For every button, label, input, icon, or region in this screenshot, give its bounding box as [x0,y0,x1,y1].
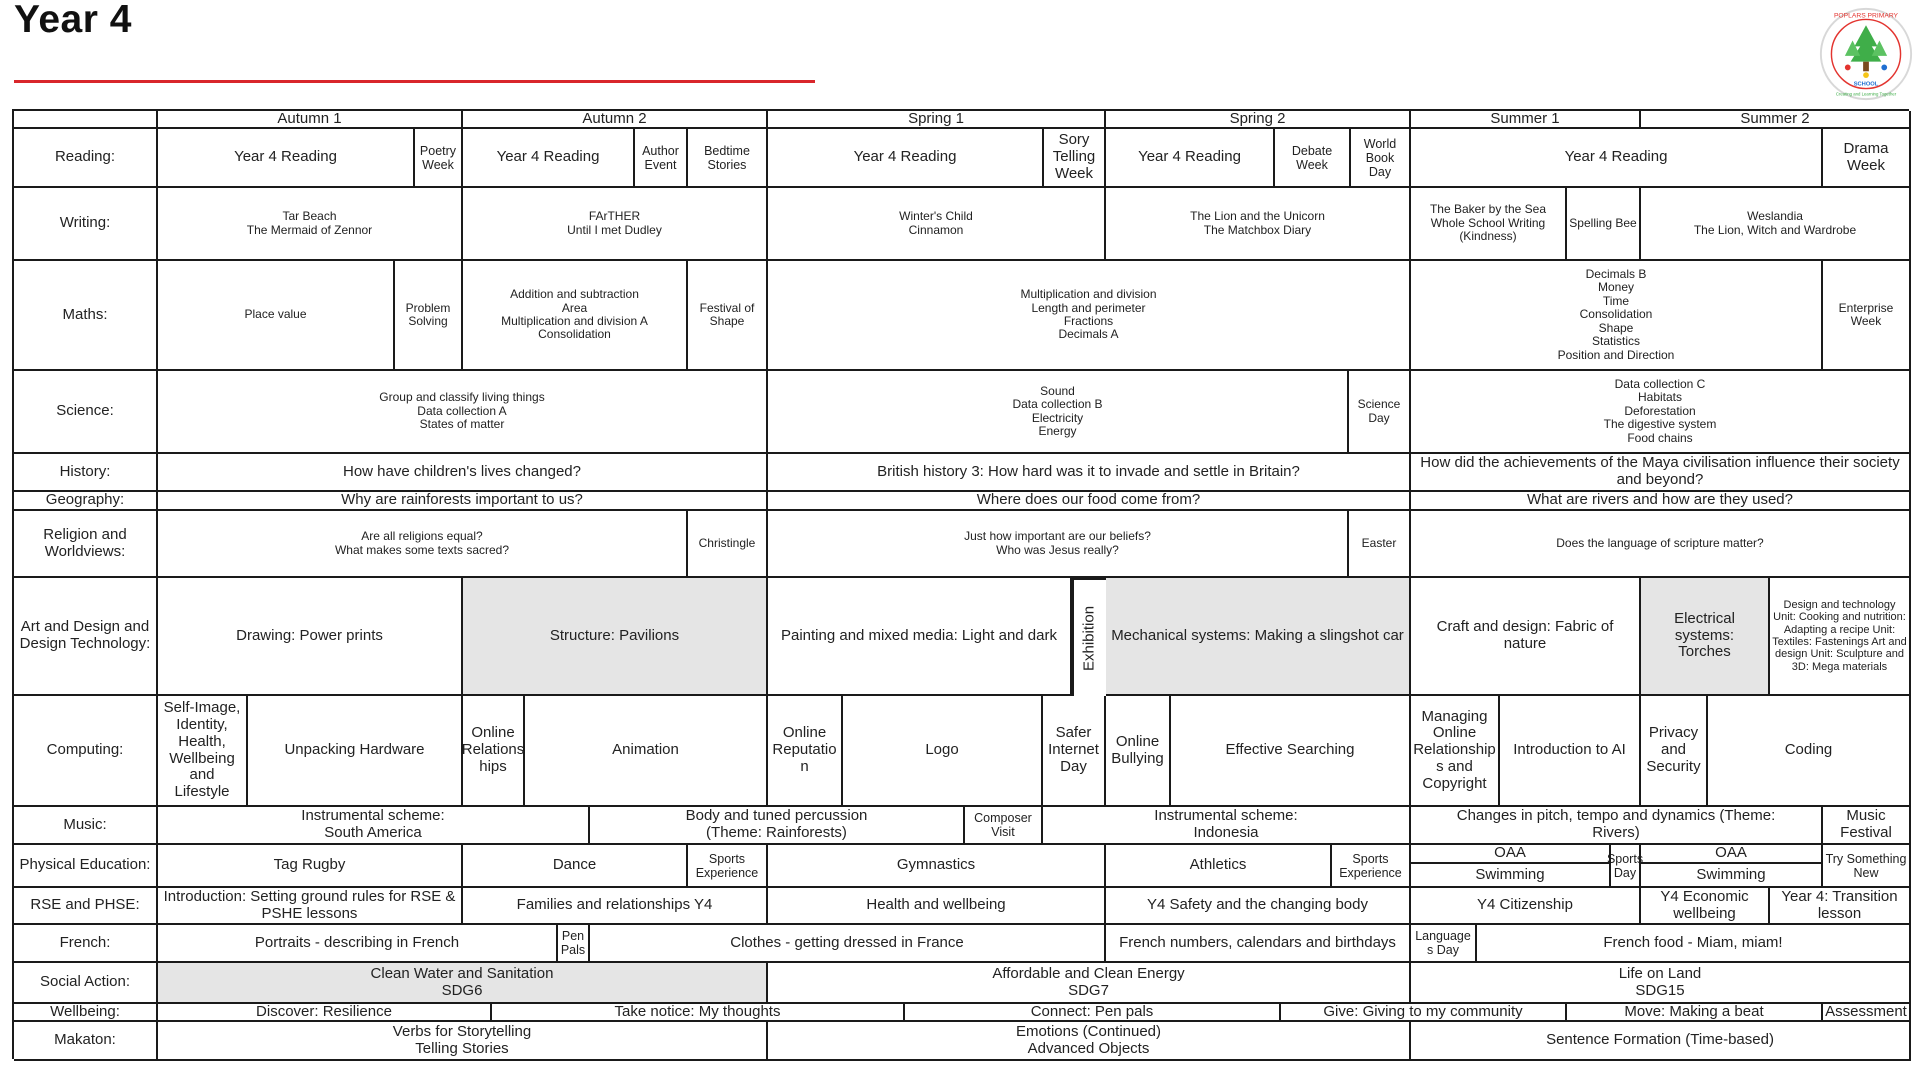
subject-history: History: [14,454,158,492]
wellbeing-cell-move-making-a-beat: Move: Making a beat [1567,1004,1823,1022]
makaton-cell-sentence-formation-time-based: Sentence Formation (Time-based) [1411,1022,1911,1061]
makaton-cell-verbs-for-storytelling-telling-stories: Verbs for Storytelling Telling Stories [158,1022,768,1061]
history-cell-british-history-3-how-hard-was-it-to-inv: British history 3: How hard was it to invade and settle in Britain? [768,454,1411,492]
social-cell-life-on-land-sdg15: Life on Land SDG15 [1411,963,1911,1004]
pe-cell-swimming-summer1: Swimming [1411,864,1611,888]
maths-cell-decimals-b-money-time-consolidation-shap: Decimals B Money Time Consolidation Shape Statistics Position and Direction [1411,261,1823,371]
reading-cell-sory-telling-week: Sory Telling Week [1044,129,1106,188]
science-cell-science-day: Science Day [1349,371,1411,454]
reading-cell-debate-week: Debate Week [1275,129,1351,188]
maths-cell-multiplication-and-division-length-and-p: Multiplication and division Length and perimeter Fractions Decimals A [768,261,1411,371]
music-cell-body-and-tuned-percussion-theme-rainfore: Body and tuned percussion (Theme: Rainforests) [590,807,965,845]
reading-cell-poetry-week: Poetry Week [415,129,463,188]
rse-cell-introduction-setting-ground-rules-for-rs: Introduction: Setting ground rules for RSE & PSHE lessons [158,888,463,925]
french-cell-language-s-day: Language s Day [1411,925,1477,963]
wellbeing-cell-take-notice-my-thoughts: Take notice: My thoughts [492,1004,905,1022]
rse-cell-y4-safety-and-the-changing-body: Y4 Safety and the changing body [1106,888,1411,925]
computing-cell-unpacking-hardware: Unpacking Hardware [248,696,463,807]
religion-cell-just-how-important-are-our-beliefs-who-w: Just how important are our beliefs? Who was Jesus really? [768,511,1349,578]
music-cell-music-festival: Music Festival [1823,807,1911,845]
term-summer-1: Summer 1 [1411,111,1641,129]
computing-cell-privacy-and-security: Privacy and Security [1641,696,1708,807]
writing-cell-the-lion-and-the-unicorn-the-matchbox-di: The Lion and the Unicorn The Matchbox Diary [1106,188,1411,261]
pe-cell-tag-rugby: Tag Rugby [158,845,463,888]
art-cell-design-and-technology-unit-cooking-and-n: Design and technology Unit: Cooking and nutrition: Adapting a recipe Unit: Textiles: Fastenings Art and design Unit: Sculpture and 3D: Mega materials [1770,578,1911,696]
subject-religion-and-worldviews: Religion and Worldviews: [14,511,158,578]
maths-cell-problem-solving: Problem Solving [395,261,463,371]
subject-makaton: Makaton: [14,1022,158,1061]
religion-cell-christingle: Christingle [688,511,768,578]
subject-geography: Geography: [14,492,158,511]
writing-cell-weslandia-the-lion-witch-and-wardrobe: Weslandia The Lion, Witch and Wardrobe [1641,188,1911,261]
pe-cell-dance: Dance [463,845,688,888]
social-cell-clean-water-and-sanitation-sdg6: Clean Water and Sanitation SDG6 [158,963,768,1004]
term-spring-1: Spring 1 [768,111,1106,129]
title-underline [14,80,815,83]
pe-cell-sports-experience: Sports Experience [1332,845,1411,888]
art-cell-painting-and-mixed-media-light-and-dark: Painting and mixed media: Light and dark [768,578,1072,696]
computing-cell-safer-internet-day: Safer Internet Day [1043,696,1106,807]
history-cell-how-did-the-achievements-of-the-maya-civ: How did the achievements of the Maya civilisation influence their society and beyond? [1411,454,1911,492]
curriculum-table [12,109,1909,1059]
geography-cell-what-are-rivers-and-how-are-they-used: What are rivers and how are they used? [1411,492,1911,511]
religion-cell-are-all-religions-equal-what-makes-some-: Are all religions equal? What makes some texts sacred? [158,511,688,578]
pe-cell-swimming-summer2: Swimming [1641,864,1823,888]
art-cell-craft-and-design-fabric-of-nature: Craft and design: Fabric of nature [1411,578,1641,696]
science-cell-data-collection-c-habitats-deforestation: Data collection C Habitats Deforestation The digestive system Food chains [1411,371,1911,454]
computing-cell-online-reputatio-n: Online Reputatio n [768,696,843,807]
writing-cell-tar-beach-the-mermaid-of-zennor: Tar Beach The Mermaid of Zennor [158,188,463,261]
geography-cell-why-are-rainforests-important-to-us: Why are rainforests important to us? [158,492,768,511]
rse-cell-y4-citizenship: Y4 Citizenship [1411,888,1641,925]
subject-music: Music: [14,807,158,845]
computing-cell-animation: Animation [525,696,768,807]
header-corner [14,111,158,129]
reading-cell-year-4-reading: Year 4 Reading [1411,129,1823,188]
history-cell-how-have-children-s-lives-changed: How have children's lives changed? [158,454,768,492]
writing-cell-spelling-bee: Spelling Bee [1567,188,1641,261]
art-cell-structure-pavilions: Structure: Pavilions [463,578,768,696]
logo-text-bottom: Creating and Learning Together [1835,91,1897,97]
pe-cell-athletics: Athletics [1106,845,1332,888]
school-logo [1818,6,1914,102]
computing-cell-online-relations-hips: Online Relations hips [463,696,525,807]
reading-cell-author-event: Author Event [635,129,688,188]
computing-cell-introduction-to-ai: Introduction to AI [1500,696,1641,807]
computing-cell-self-image-identity-health-wellbeing-and: Self-Image, Identity, Health, Wellbeing and Lifestyle [158,696,248,807]
writing-cell-the-baker-by-the-sea-whole-school-writin: The Baker by the Sea Whole School Writing (Kindness) [1411,188,1567,261]
rse-cell-y4-economic-wellbeing: Y4 Economic wellbeing [1641,888,1770,925]
subject-art-and-design-and-design-technology: Art and Design and Design Technology: [14,578,158,696]
music-cell-changes-in-pitch-tempo-and-dynamics-them: Changes in pitch, tempo and dynamics (Theme: Rivers) [1411,807,1823,845]
science-cell-group-and-classify-living-things-data-co: Group and classify living things Data collection A States of matter [158,371,768,454]
computing-cell-coding: Coding [1708,696,1911,807]
term-summer-2: Summer 2 [1641,111,1911,129]
french-cell-pen-pals: Pen Pals [558,925,590,963]
subject-physical-education: Physical Education: [14,845,158,888]
religion-cell-easter: Easter [1349,511,1411,578]
pe-cell-try-something-new: Try Something New [1823,845,1911,888]
wellbeing-cell-connect-pen-pals: Connect: Pen pals [905,1004,1281,1022]
maths-cell-festival-of-shape: Festival of Shape [688,261,768,371]
french-cell-portraits-describing-in-french: Portraits - describing in French [158,925,558,963]
pe-cell-sports-day: Sports Day [1611,845,1641,888]
french-cell-clothes-getting-dressed-in-france: Clothes - getting dressed in France [590,925,1106,963]
french-cell-french-numbers-calendars-and-birthdays: French numbers, calendars and birthdays [1106,925,1411,963]
social-cell-affordable-and-clean-energy-sdg7: Affordable and Clean Energy SDG7 [768,963,1411,1004]
term-autumn-1: Autumn 1 [158,111,463,129]
subject-wellbeing: Wellbeing: [14,1004,158,1022]
writing-cell-winter-s-child-cinnamon: Winter's Child Cinnamon [768,188,1106,261]
subject-computing: Computing: [14,696,158,807]
subject-rse-and-phse: RSE and PHSE: [14,888,158,925]
rse-cell-year-4-transition-lesson: Year 4: Transition lesson [1770,888,1911,925]
subject-reading: Reading: [14,129,158,188]
pe-cell-gymnastics: Gymnastics [768,845,1106,888]
reading-cell-year-4-reading: Year 4 Reading [1106,129,1275,188]
subject-science: Science: [14,371,158,454]
pe-cell-sports-experience: Sports Experience [688,845,768,888]
subject-maths: Maths: [14,261,158,371]
art-cell-mechanical-systems-making-a-slingshot-ca: Mechanical systems: Making a slingshot car [1106,578,1411,696]
art-cell-drawing-power-prints: Drawing: Power prints [158,578,463,696]
music-cell-composer-visit: Composer Visit [965,807,1043,845]
maths-cell-enterprise-week: Enterprise Week [1823,261,1911,371]
reading-cell-bedtime-stories: Bedtime Stories [688,129,768,188]
reading-cell-world-book-day: World Book Day [1351,129,1411,188]
french-cell-french-food-miam-miam: French food - Miam, miam! [1477,925,1911,963]
music-cell-instrumental-scheme-south-america: Instrumental scheme: South America [158,807,590,845]
computing-cell-managing-online-relationship-s-and-copyr: Managing Online Relationship s and Copyright [1411,696,1500,807]
maths-cell-addition-and-subtraction-area-multiplica: Addition and subtraction Area Multiplication and division A Consolidation [463,261,688,371]
music-cell-instrumental-scheme-indonesia: Instrumental scheme: Indonesia [1043,807,1411,845]
maths-cell-place-value: Place value [158,261,395,371]
term-autumn-2: Autumn 2 [463,111,768,129]
logo-text-mid: SCHOOL [1853,81,1879,88]
page-title: Year 4 [14,0,132,41]
computing-cell-logo: Logo [843,696,1043,807]
religion-cell-does-the-language-of-scripture-matter: Does the language of scripture matter? [1411,511,1911,578]
wellbeing-cell-give-giving-to-my-community: Give: Giving to my community [1281,1004,1567,1022]
reading-cell-year-4-reading: Year 4 Reading [158,129,415,188]
subject-social-action: Social Action: [14,963,158,1004]
writing-cell-farther-until-i-met-dudley: FArTHER Until I met Dudley [463,188,768,261]
wellbeing-cell-discover-resilience: Discover: Resilience [158,1004,492,1022]
subject-writing: Writing: [14,188,158,261]
art-cell-exhibition: Exhibition [1072,578,1106,696]
reading-cell-year-4-reading: Year 4 Reading [768,129,1044,188]
reading-cell-drama-week: Drama Week [1823,129,1911,188]
makaton-cell-emotions-continued-advanced-objects: Emotions (Continued) Advanced Objects [768,1022,1411,1061]
term-spring-2: Spring 2 [1106,111,1411,129]
reading-cell-year-4-reading: Year 4 Reading [463,129,635,188]
art-cell-electrical-systems-torches: Electrical systems: Torches [1641,578,1770,696]
pe-cell-oaa-summer2: OAA [1641,845,1823,864]
subject-french: French: [14,925,158,963]
science-cell-sound-data-collection-b-electricity-ener: Sound Data collection B Electricity Energy [768,371,1349,454]
wellbeing-cell-assessment: Assessment [1823,1004,1911,1022]
rse-cell-families-and-relationships-y4: Families and relationships Y4 [463,888,768,925]
logo-text-top: POPLARS PRIMARY [1833,12,1899,20]
computing-cell-effective-searching: Effective Searching [1171,696,1411,807]
geography-cell-where-does-our-food-come-from: Where does our food come from? [768,492,1411,511]
pe-cell-oaa-summer1: OAA [1411,845,1611,864]
rse-cell-health-and-wellbeing: Health and wellbeing [768,888,1106,925]
computing-cell-online-bullying: Online Bullying [1106,696,1171,807]
